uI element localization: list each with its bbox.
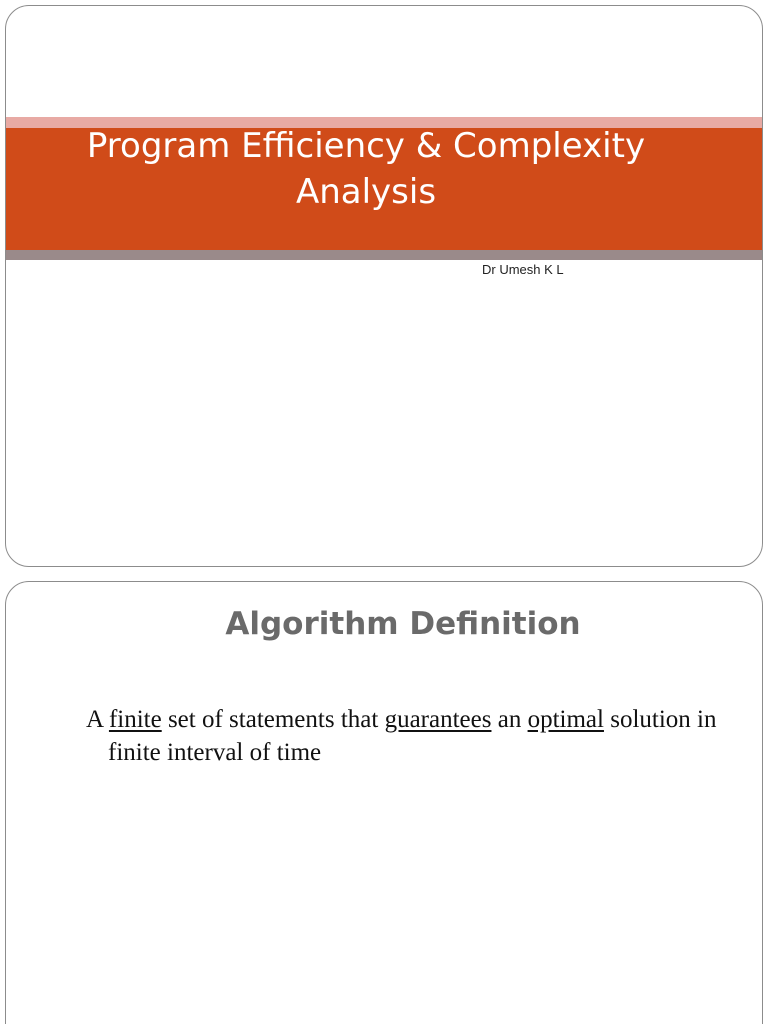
definition-slide [5, 581, 763, 1024]
title-band-bottom-stripe [6, 250, 762, 260]
deck-title [6, 123, 726, 215]
definition-text [86, 703, 728, 769]
definition-word-optimal: optimal [527, 706, 604, 733]
deck-title-line-1: Program Efficiency & Complexity [86, 126, 646, 166]
definition-text-part: an [491, 706, 528, 733]
definition-word-finite: finite [108, 706, 162, 733]
title-slide [5, 5, 763, 567]
definition-word-a: A [86, 706, 109, 733]
slide-heading: Algorithm Definition [225, 606, 581, 642]
author-name: Dr Umesh K L [482, 262, 564, 277]
definition-text-rest: solution in finite interval of time [108, 706, 717, 766]
definition-word-guarantees: guarantees [384, 706, 492, 733]
definition-text-part: set of statements that [161, 706, 385, 733]
deck-title-line-2: Analysis [295, 172, 437, 212]
